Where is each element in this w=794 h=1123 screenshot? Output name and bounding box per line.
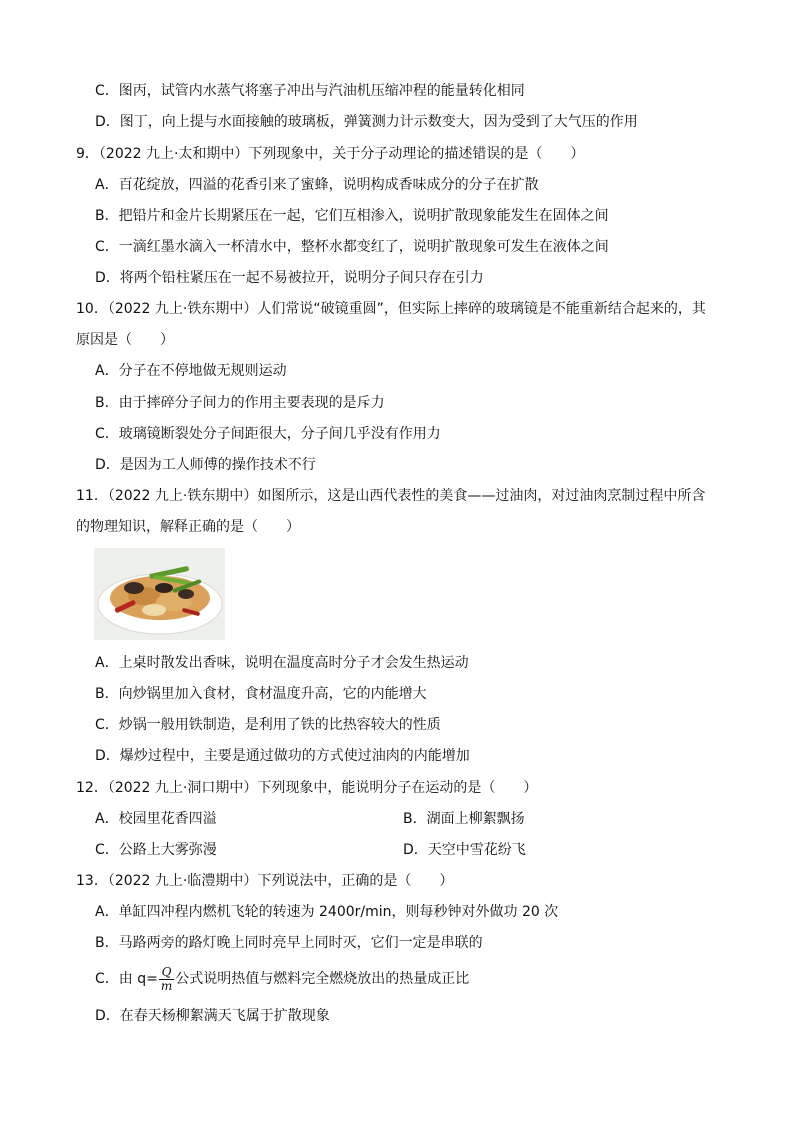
q10-option-c: C．玻璃镜断裂处分子间距很大，分子间几乎没有作用力 bbox=[95, 426, 441, 442]
q10-option-b: B．由于摔碎分子间力的作用主要表现的是斥力 bbox=[95, 395, 385, 411]
q13-option-d: D．在春天杨柳絮满天飞属于扩散现象 bbox=[95, 1008, 330, 1024]
fraction-numerator: Q bbox=[159, 966, 174, 980]
q10-option-a: A．分子在不停地做无规则运动 bbox=[95, 363, 287, 379]
q10-option-d: D．是因为工人师傅的操作技术不行 bbox=[95, 457, 316, 473]
guo-you-rou-dish-image bbox=[94, 548, 225, 640]
heat-value-fraction bbox=[159, 966, 174, 993]
q13-stem: 13．（2022 九上·临澧期中）下列说法中，正确的是（ ） bbox=[76, 873, 454, 889]
q9-option-c: C．一滴红墨水滴入一杯清水中，整杯水都变红了，说明扩散现象可发生在液体之间 bbox=[95, 239, 609, 255]
q9-option-a: A．百花绽放，四溢的花香引来了蜜蜂，说明构成香味成分的分子在扩散 bbox=[95, 177, 539, 193]
q13-option-c-suffix: 公式说明热值与燃料完全燃烧放出的热量成正比 bbox=[175, 971, 470, 987]
q12-option-b: B．湖面上柳絮飘扬 bbox=[403, 811, 525, 827]
q12-option-d: D．天空中雪花纷飞 bbox=[403, 842, 526, 858]
q11-option-a: A．上桌时散发出香味，说明在温度高时分子才会发生热运动 bbox=[95, 655, 469, 671]
q9-option-b: B．把铅片和金片长期紧压在一起，它们互相渗入，说明扩散现象能发生在固体之间 bbox=[95, 208, 609, 224]
q11-option-c: C．炒锅一般用铁制造，是利用了铁的比热容较大的性质 bbox=[95, 717, 441, 733]
q8-option-d: D．图丁，向上提与水面接触的玻璃板，弹簧测力计示数变大，因为受到了大气压的作用 bbox=[95, 114, 638, 130]
food-photo bbox=[94, 548, 225, 640]
q12-option-c: C．公路上大雾弥漫 bbox=[95, 842, 217, 858]
q10-stem-line1: 10．（2022 九上·铁东期中）人们常说“破镜重圆”，但实际上摔碎的玻璃镜是不能重新结合起来的，其 bbox=[76, 301, 706, 317]
q11-option-d: D．爆炒过程中，主要是通过做功的方式使过油肉的内能增加 bbox=[95, 748, 470, 764]
q11-stem-line2: 的物理知识，解释正确的是（ ） bbox=[76, 519, 300, 535]
q13-option-c bbox=[95, 964, 469, 994]
q11-option-b: B．向炒锅里加入食材，食材温度升高，它的内能增大 bbox=[95, 686, 427, 702]
q8-option-c: C．图丙，试管内水蒸气将塞子冲出与汽油机压缩冲程的能量转化相同 bbox=[95, 83, 525, 99]
q10-stem-line2: 原因是（ ） bbox=[76, 332, 174, 348]
q9-stem: 9．（2022 九上·太和期中）下列现象中，关于分子动理论的描述错误的是（ ） bbox=[76, 146, 585, 162]
q12-option-a: A．校园里花香四溢 bbox=[95, 811, 217, 827]
q12-stem: 12．（2022 九上·洞口期中）下列现象中，能说明分子在运动的是（ ） bbox=[76, 780, 538, 796]
fraction-denominator: m bbox=[160, 978, 173, 993]
q11-stem-line1: 11．（2022 九上·铁东期中）如图所示，这是山西代表性的美食——过油肉，对过油肉烹制过程中所含 bbox=[76, 488, 706, 504]
q13-option-c-prefix: C．由 q= bbox=[95, 971, 158, 987]
q9-option-d: D．将两个铅柱紧压在一起不易被拉开，说明分子间只存在引力 bbox=[95, 270, 484, 286]
q13-option-a: A．单缸四冲程内燃机飞轮的转速为 2400r/min，则每秒钟对外做功 20 次 bbox=[95, 904, 559, 920]
q13-option-b: B．马路两旁的路灯晚上同时亮早上同时灭，它们一定是串联的 bbox=[95, 935, 483, 951]
